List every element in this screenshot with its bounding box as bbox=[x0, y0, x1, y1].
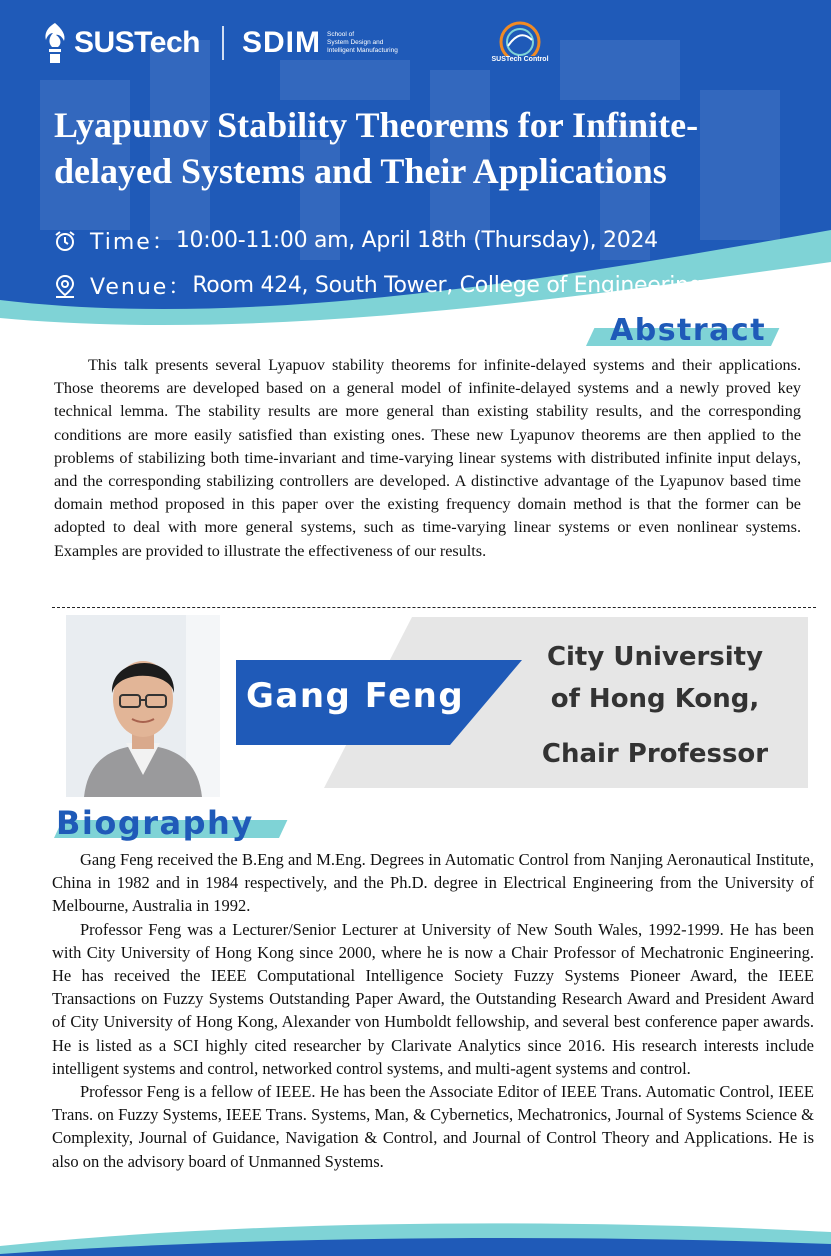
abstract-heading-text: Abstract bbox=[610, 313, 767, 348]
biography-paragraph: Gang Feng received the B.Eng and M.Eng. Degrees in Automatic Control from Nanjing Aeronautical Institute, China in 1982 and in 1984 respectively, and the Ph.D. degree in Electrical Engineering from the University of Melbourne, Australia in 1992. bbox=[52, 850, 814, 916]
sdim-subtitle bbox=[327, 31, 398, 55]
speaker-affiliation-line1: City University bbox=[546, 642, 764, 672]
venue-value: Room 424, South Tower, College of Engineering bbox=[192, 273, 703, 298]
header-banner bbox=[0, 0, 831, 340]
speaker-name: Gang Feng bbox=[246, 676, 465, 716]
biography-text bbox=[52, 848, 814, 1173]
footer-wave-shape bbox=[0, 1206, 831, 1256]
logo-row bbox=[40, 18, 398, 68]
time-value: 10:00-11:00 am, April 18th (Thursday), 2024 bbox=[175, 228, 658, 253]
biography-heading-text: Biography bbox=[56, 804, 254, 842]
section-divider bbox=[52, 607, 816, 608]
biography-paragraph: Professor Feng was a Lecturer/Senior Lecturer at University of New South Wales, 1992-1999. He has been with City University of Hong Kong since 2000, where he is now a Chair Professor of Mechatronic Engineering. He has received the IEEE Computational Intelligence Society Fuzzy Systems Pioneer Award, the IEEE Transactions on Fuzzy Systems Outstanding Paper Award, the Outstanding Research Award and President Award of City University of Hong Kong, Alexander von Humboldt fellowship, and several best conference paper awards. He is listed as a SCI highly cited researcher by Clarivate Analytics since 2016. His research interests include intelligent systems and control, networked control systems, and multi-agent systems and control. bbox=[52, 919, 814, 1078]
alarm-clock-icon bbox=[54, 230, 76, 252]
sustech-logo-text: SUSTech bbox=[74, 26, 200, 59]
location-pin-icon bbox=[54, 274, 76, 298]
sustech-logo bbox=[40, 21, 200, 65]
logo-divider bbox=[222, 26, 224, 60]
abstract-heading bbox=[586, 313, 771, 348]
sustech-flame-icon bbox=[40, 21, 70, 65]
sdim-subtitle-line: Intelligent Manufacturing bbox=[326, 47, 398, 54]
speaker-affiliation-line2: of Hong Kong, bbox=[550, 684, 760, 714]
time-row bbox=[54, 225, 658, 256]
control-lab-logo-text: SUSTech Control bbox=[491, 56, 549, 63]
sdim-subtitle-line: School of bbox=[326, 31, 355, 38]
speaker-position: Chair Professor bbox=[541, 739, 769, 769]
abstract-text: This talk presents several Lyapuov stability theorems for infinite-delayed systems and their applications. Those theorems are developed based on a general model of infinite-delayed systems and a newly proved key technical lemma. The stability results are more general than existing stability results, and the corresponding conditions are more easily satisfied than existing ones. These new Lyapunov theorems are then applied to the problems of stabilizing both time-invariant and time-varying linear systems with distributed infinite input delays, and the corresponding stabilizing controllers are developed. A distinctive advantage of the Lyapunov based time domain method proposed in this paper over the existing frequency domain method is that the former can be adopted to deal with more general systems, such as time-varying linear systems or even nonlinear systems. Examples are provided to illustrate the effectiveness of our results. bbox=[54, 356, 801, 560]
talk-title: Lyapunov Stability Theorems for Infinite-delayed Systems and Their Applications bbox=[54, 105, 699, 191]
venue-label: Venue： bbox=[90, 275, 193, 300]
venue-row bbox=[54, 270, 702, 301]
speaker-photo bbox=[66, 615, 220, 797]
time-label: Time： bbox=[90, 230, 176, 255]
sdim-subtitle-line: System Design and bbox=[326, 39, 384, 46]
sdim-logo-text: SDIM bbox=[241, 26, 321, 59]
speaker-portrait-icon bbox=[66, 615, 220, 797]
biography-heading bbox=[54, 806, 284, 844]
biography-paragraph: Professor Feng is a fellow of IEEE. He has been the Associate Editor of IEEE Trans. Automatic Control, IEEE Trans. on Fuzzy Systems, IEEE Trans. Systems, Man, & Cybernetics, Mechatronics, Journal of Systems Science & Complexity, Journal of Guidance, Navigation & Control, and Journal of Control Theory and Applications. He is also on the advisory board of Unmanned Systems. bbox=[52, 1082, 814, 1171]
